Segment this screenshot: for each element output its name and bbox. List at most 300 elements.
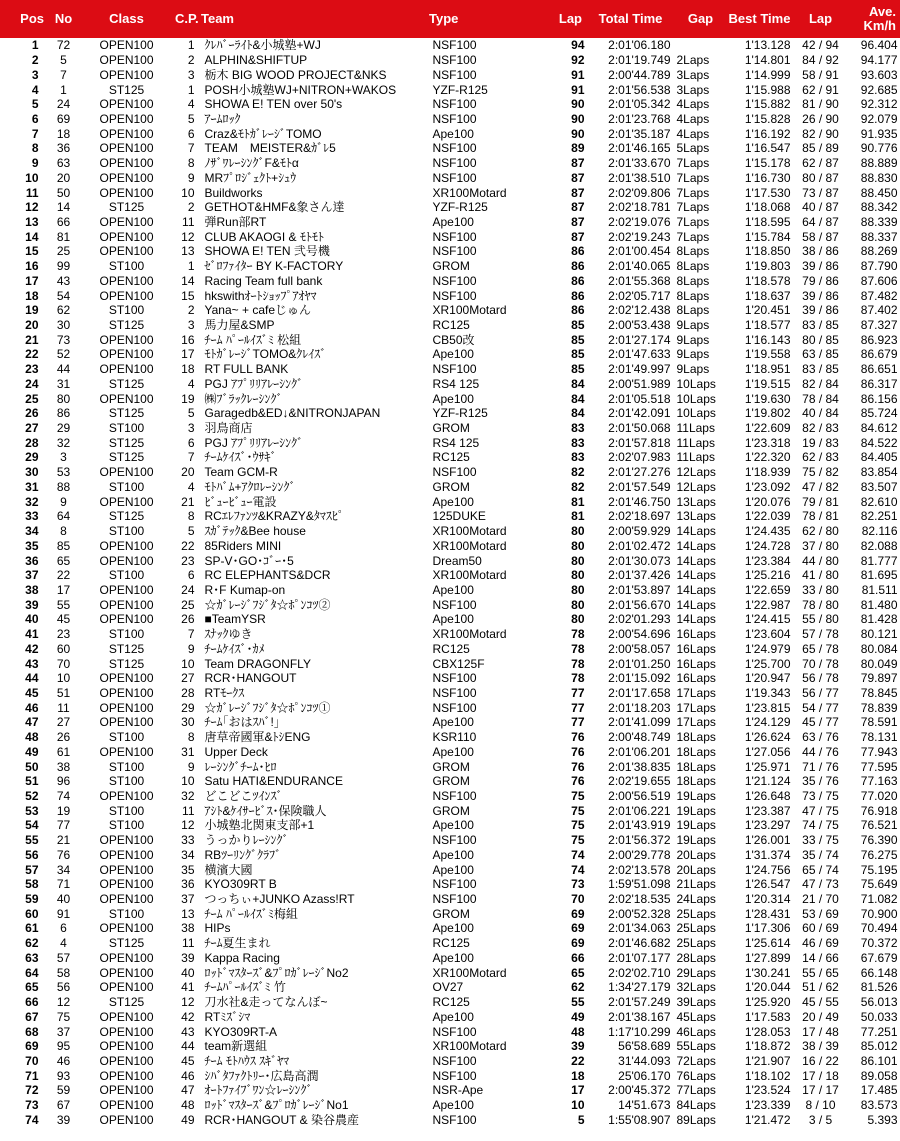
cell-cp: 2 [187, 303, 195, 318]
table-row [1, 965, 900, 980]
cell-pos: 9 [31, 156, 39, 171]
cell-lap: 87 [571, 170, 585, 185]
cell-lap: 92 [571, 53, 585, 68]
cell-gap: 4Laps [676, 97, 710, 112]
cell-best-time: 1'20.451 [744, 303, 791, 318]
cell-ave: 80.049 [860, 656, 898, 671]
cell-type: NSF100 [432, 833, 477, 848]
cell-type: GROM [432, 479, 470, 494]
cell-total-time: 1:34'27.179 [608, 980, 671, 995]
cell-lap: 78 [571, 627, 585, 642]
cell-gap: 25Laps [676, 921, 716, 936]
cell-ave: 76.521 [860, 818, 898, 833]
cell-class: ST125 [108, 641, 145, 656]
cell-gap: 14Laps [676, 582, 716, 597]
cell-best-lap: 42 / 94 [802, 38, 839, 53]
cell-best-lap: 37 / 80 [802, 538, 839, 553]
cell-class: OPEN100 [99, 494, 154, 509]
cell-cp: 7 [187, 627, 195, 642]
cell-lap: 83 [571, 450, 585, 465]
cell-team: 85Riders MINI [204, 538, 282, 553]
cell-gap: 10Laps [676, 391, 716, 406]
cell-pos: 2 [31, 53, 39, 68]
cell-team: RT FULL BANK [204, 362, 289, 377]
cell-best-lap: 65 / 78 [802, 641, 839, 656]
table-row [1, 480, 900, 495]
cell-type: OV27 [432, 980, 464, 995]
table-row [1, 803, 900, 818]
cell-type: XR100Motard [432, 524, 507, 539]
cell-no: 80 [56, 391, 71, 406]
cell-pos: 59 [25, 892, 39, 907]
cell-gap: 3Laps [676, 67, 710, 82]
cell-cp: 27 [181, 671, 195, 686]
cell-type: Ape100 [432, 818, 474, 833]
cell-pos: 31 [25, 479, 39, 494]
cell-lap: 75 [571, 818, 585, 833]
cell-type: KSR110 [432, 730, 477, 745]
cell-class: OPEN100 [99, 273, 154, 288]
cell-best-lap: 73 / 75 [802, 789, 839, 804]
cell-lap: 87 [571, 156, 585, 171]
cell-pos: 37 [25, 568, 39, 583]
table-row [1, 568, 900, 583]
cell-ave: 86.679 [860, 347, 898, 362]
cell-ave: 88.269 [860, 244, 898, 259]
cell-no: 14 [56, 200, 71, 215]
cell-class: OPEN100 [99, 1039, 154, 1054]
cell-no: 18 [56, 126, 71, 141]
cell-type: Ape100 [432, 347, 474, 362]
cell-gap: 14Laps [676, 538, 716, 553]
cell-no: 69 [56, 111, 71, 126]
cell-gap: 7Laps [676, 185, 710, 200]
table-row [1, 906, 900, 921]
cell-ave: 82.116 [861, 524, 898, 539]
cell-best-lap: 35 / 76 [802, 774, 839, 789]
cell-type: NSF100 [432, 156, 477, 171]
cell-lap: 78 [571, 671, 585, 686]
cell-lap: 80 [571, 597, 585, 612]
cell-best-lap: 79 / 81 [802, 494, 839, 509]
cell-team: ｽｶﾞﾃｯｸ&Bee house [204, 524, 306, 539]
table-row [1, 82, 900, 97]
header-ave [849, 1, 900, 38]
cell-no: 21 [56, 833, 71, 848]
cell-best-lap: 39 / 86 [802, 303, 839, 318]
cell-lap: 82 [571, 465, 585, 480]
cell-team: ALPHIN&SHIFTUP [204, 53, 308, 68]
cell-gap: 16Laps [676, 641, 716, 656]
cell-lap: 80 [571, 553, 585, 568]
cell-no: 85 [56, 538, 71, 553]
cell-pos: 47 [25, 715, 39, 730]
cell-pos: 62 [25, 936, 39, 951]
cell-pos: 1 [31, 38, 39, 53]
cell-lap: 83 [571, 421, 585, 436]
header-team: Team [199, 1, 427, 38]
cell-best-time: 1'22.987 [744, 597, 791, 612]
cell-team: ㈱ﾌﾞﾗｯｸﾚｰｼﾝｸﾞ [204, 391, 283, 406]
cell-total-time: 2:02'19.655 [608, 774, 671, 789]
cell-cp: 6 [187, 126, 195, 141]
cell-pos: 16 [25, 259, 39, 274]
cell-lap: 74 [571, 847, 585, 862]
cell-type: NSF100 [432, 700, 477, 715]
cell-lap: 80 [571, 524, 585, 539]
cell-best-lap: 75 / 82 [802, 465, 839, 480]
cell-class: OPEN100 [99, 950, 154, 965]
cell-total-time: 2:01'38.510 [608, 170, 671, 185]
cell-lap: 85 [571, 332, 585, 347]
header-cp: C.P. [175, 1, 199, 38]
cell-pos: 66 [25, 995, 39, 1010]
header-best-lap: Lap [793, 1, 849, 38]
cell-ave: 92.079 [860, 111, 898, 126]
cell-type: NSF100 [432, 170, 477, 185]
cell-lap: 77 [571, 715, 585, 730]
table-row [1, 126, 900, 141]
cell-best-time: 1'14.999 [744, 67, 791, 82]
table-row [1, 656, 900, 671]
cell-team: ｱｼﾄ&ｹｲｻｰﾋﾞｽ･保険職人 [204, 803, 327, 818]
cell-total-time: 2:02'01.293 [608, 612, 671, 627]
cell-best-time: 1'23.339 [744, 1098, 791, 1113]
cell-best-lap: 78 / 81 [802, 509, 839, 524]
cell-ave: 78.591 [860, 715, 898, 730]
cell-ave: 86.156 [860, 391, 898, 406]
cell-no: 70 [56, 656, 71, 671]
table-row [1, 730, 900, 745]
cell-class: ST100 [108, 759, 145, 774]
cell-gap: 11Laps [676, 421, 715, 436]
cell-lap: 81 [571, 494, 585, 509]
cell-best-time: 1'18.939 [744, 465, 791, 480]
cell-class: ST100 [108, 259, 145, 274]
cell-best-time: 1'19.802 [744, 406, 791, 421]
cell-pos: 13 [25, 214, 39, 229]
cell-team: R･F Kumap-on [204, 582, 286, 597]
cell-best-time: 1'22.039 [744, 509, 791, 524]
cell-lap: 69 [571, 921, 585, 936]
cell-cp: 2 [187, 200, 195, 215]
cell-gap: 10Laps [676, 406, 716, 421]
table-row [1, 671, 900, 686]
cell-no: 36 [56, 141, 71, 156]
cell-pos: 40 [25, 612, 39, 627]
cell-lap: 86 [571, 288, 585, 303]
cell-best-lap: 17 / 17 [802, 1083, 839, 1098]
cell-no: 54 [56, 288, 71, 303]
cell-best-lap: 62 / 80 [802, 524, 839, 539]
cell-ave: 80.084 [860, 641, 898, 656]
cell-best-lap: 65 / 74 [802, 862, 839, 877]
table-row [1, 494, 900, 509]
cell-team: Craz&ﾓﾄｶﾞﾚｰｼﾞTOMO [204, 126, 322, 141]
cell-ave: 88.830 [860, 170, 898, 185]
cell-team: SP-V･GO･ｺﾞｰ･5 [204, 553, 294, 568]
table-row [1, 259, 900, 274]
cell-type: Ape100 [432, 715, 474, 730]
cell-best-lap: 39 / 86 [802, 288, 839, 303]
cell-lap: 84 [571, 406, 585, 421]
cell-best-lap: 47 / 82 [802, 479, 839, 494]
cell-gap: 19Laps [676, 833, 716, 848]
cell-best-lap: 33 / 75 [802, 833, 839, 848]
cell-cp: 17 [181, 347, 195, 362]
cell-best-time: 1'15.828 [744, 111, 791, 126]
cell-best-lap: 53 / 69 [802, 906, 839, 921]
table-row [1, 53, 900, 68]
cell-cp: 15 [181, 288, 195, 303]
table-row [1, 303, 900, 318]
cell-total-time: 2:02'18.697 [608, 509, 671, 524]
cell-ave: 71.082 [860, 892, 898, 907]
cell-best-time: 1'18.850 [744, 244, 791, 259]
cell-best-lap: 73 / 87 [802, 185, 839, 200]
cell-cp: 33 [181, 833, 195, 848]
cell-lap: 85 [571, 347, 585, 362]
cell-ave: 70.900 [860, 906, 898, 921]
cell-ave: 83.507 [860, 479, 898, 494]
cell-gap: 17Laps [676, 715, 716, 730]
cell-total-time: 2:00'56.519 [608, 789, 671, 804]
cell-best-lap: 80 / 85 [802, 332, 839, 347]
cell-cp: 3 [187, 67, 195, 82]
header-class: Class [79, 1, 175, 38]
cell-pos: 44 [25, 671, 39, 686]
cell-total-time: 2:00'51.989 [608, 376, 671, 391]
cell-class: OPEN100 [99, 126, 154, 141]
cell-team: ﾛｯﾄﾞﾏｽﾀｰｽﾞ&ﾌﾟﾛｶﾞﾚｰｼﾞNo1 [204, 1098, 349, 1113]
cell-best-time: 1'27.899 [744, 950, 791, 965]
cell-pos: 42 [25, 641, 39, 656]
cell-class: OPEN100 [99, 715, 154, 730]
cell-lap: 90 [571, 97, 585, 112]
cell-best-time: 1'31.374 [744, 847, 791, 862]
cell-cp: 9 [187, 759, 195, 774]
cell-class: ST125 [108, 936, 145, 951]
cell-lap: 65 [571, 965, 585, 980]
cell-total-time: 2:00'53.438 [608, 318, 671, 333]
table-row [1, 1054, 900, 1069]
cell-gap: 9Laps [676, 362, 710, 377]
cell-no: 24 [56, 97, 71, 112]
cell-type: NSF100 [432, 465, 477, 480]
cell-best-lap: 40 / 84 [802, 406, 839, 421]
cell-class: OPEN100 [99, 465, 154, 480]
cell-gap: 8Laps [676, 273, 710, 288]
cell-cp: 1 [187, 259, 195, 274]
cell-best-lap: 38 / 39 [802, 1039, 839, 1054]
cell-type: NSF100 [432, 877, 477, 892]
cell-lap: 76 [571, 774, 585, 789]
cell-team: 横濱大國 [204, 862, 253, 877]
cell-ave: 88.337 [860, 229, 898, 244]
cell-no: 74 [56, 789, 71, 804]
cell-cp: 8 [187, 509, 195, 524]
cell-cp: 19 [181, 391, 195, 406]
cell-best-time: 1'20.044 [744, 980, 791, 995]
cell-pos: 50 [25, 759, 39, 774]
cell-total-time: 2:01'06.201 [608, 744, 671, 759]
cell-no: 29 [56, 421, 71, 436]
cell-best-lap: 79 / 86 [802, 273, 839, 288]
cell-no: 25 [56, 244, 71, 259]
cell-cp: 13 [181, 906, 195, 921]
cell-best-time: 1'26.547 [744, 877, 791, 892]
cell-best-time: 1'20.314 [744, 892, 791, 907]
cell-best-lap: 40 / 87 [802, 200, 839, 215]
cell-ave: 81.695 [860, 568, 898, 583]
cell-total-time: 2:01'47.633 [608, 347, 671, 362]
cell-team: 刀水社&走ってなんぼ~ [204, 995, 328, 1010]
cell-best-time: 1'21.124 [744, 774, 791, 789]
cell-ave: 81.480 [860, 597, 898, 612]
cell-type: RC125 [432, 450, 470, 465]
cell-gap: 84Laps [676, 1098, 716, 1113]
cell-type: GROM [432, 774, 470, 789]
cell-team: KYO309RT-A [204, 1024, 277, 1039]
cell-cp: 4 [187, 479, 195, 494]
cell-team: ﾁｰﾑﾊﾟｰﾙｲｽﾞﾐ 竹 [204, 980, 286, 995]
cell-gap: 7Laps [676, 229, 710, 244]
cell-class: OPEN100 [99, 1083, 154, 1098]
cell-team: Team DRAGONFLY [204, 656, 311, 671]
cell-best-lap: 82 / 84 [802, 376, 839, 391]
cell-type: Ape100 [432, 847, 474, 862]
cell-lap: 49 [571, 1009, 585, 1024]
cell-type: NSF100 [432, 685, 477, 700]
table-row [1, 288, 900, 303]
cell-best-lap: 45 / 77 [802, 715, 839, 730]
cell-lap: 90 [571, 126, 585, 141]
cell-ave: 90.776 [860, 141, 898, 156]
cell-class: OPEN100 [99, 877, 154, 892]
cell-best-lap: 74 / 75 [802, 818, 839, 833]
cell-cp: 10 [181, 774, 195, 789]
cell-type: RC125 [432, 995, 470, 1010]
cell-ave: 82.610 [860, 494, 898, 509]
cell-best-time: 1'17.530 [744, 185, 791, 200]
cell-ave: 81.428 [860, 612, 898, 627]
cell-pos: 36 [25, 553, 39, 568]
cell-type: Ape100 [432, 214, 474, 229]
cell-pos: 49 [25, 744, 39, 759]
cell-class: OPEN100 [99, 141, 154, 156]
cell-ave: 81.777 [860, 553, 898, 568]
cell-type: Dream50 [432, 553, 482, 568]
cell-cp: 22 [181, 538, 195, 553]
cell-class: OPEN100 [99, 1068, 154, 1083]
cell-cp: 1 [187, 82, 195, 97]
cell-no: 22 [56, 568, 71, 583]
cell-best-time: 1'24.435 [744, 524, 791, 539]
cell-lap: 80 [571, 582, 585, 597]
cell-class: OPEN100 [99, 833, 154, 848]
cell-ave: 83.573 [860, 1098, 898, 1113]
cell-gap [675, 38, 727, 53]
cell-type: XR100Motard [432, 568, 507, 583]
cell-class: OPEN100 [99, 538, 154, 553]
cell-no: 44 [56, 362, 71, 377]
cell-pos: 17 [25, 273, 39, 288]
cell-class: OPEN100 [99, 1098, 154, 1113]
cell-ave: 76.918 [860, 803, 898, 818]
cell-ave: 17.485 [860, 1083, 898, 1098]
cell-team: MRﾌﾟﾛｼﾞｪｸﾄ+ｼｭｳ [204, 170, 297, 185]
cell-team: RTﾐｽﾞｼﾏ [204, 1009, 251, 1024]
cell-pos: 7 [31, 126, 39, 141]
cell-best-lap: 85 / 89 [802, 141, 839, 156]
cell-pos: 28 [25, 435, 39, 450]
cell-class: ST100 [108, 818, 145, 833]
cell-class: OPEN100 [99, 347, 154, 362]
cell-best-time: 1'18.578 [744, 273, 791, 288]
cell-no: 17 [56, 582, 71, 597]
cell-team: SHOWA E! TEN over 50's [204, 97, 343, 112]
cell-pos: 61 [25, 921, 39, 936]
cell-best-lap: 21 / 70 [802, 892, 839, 907]
cell-type: CBX125F [432, 656, 485, 671]
cell-best-time: 1'18.102 [744, 1068, 791, 1083]
cell-class: ST100 [108, 421, 145, 436]
cell-total-time: 2:01'49.997 [608, 362, 671, 377]
cell-total-time: 2:01'50.068 [608, 421, 671, 436]
table-row [1, 848, 900, 863]
cell-type: NSF100 [432, 597, 477, 612]
cell-type: RS4 125 [432, 376, 480, 391]
table-row [1, 995, 900, 1010]
cell-cp: 9 [187, 170, 195, 185]
cell-no: 71 [56, 877, 71, 892]
cell-total-time: 2:01'35.187 [608, 126, 671, 141]
cell-gap: 20Laps [676, 862, 716, 877]
table-row [1, 1112, 900, 1127]
cell-no: 38 [56, 759, 71, 774]
cell-cp: 40 [181, 965, 195, 980]
cell-type: NSF100 [432, 244, 477, 259]
cell-ave: 76.275 [860, 847, 898, 862]
cell-team: Kappa Racing [204, 950, 280, 965]
cell-total-time: 2:02'05.717 [608, 288, 671, 303]
cell-ave: 82.251 [860, 509, 898, 524]
cell-no: 34 [56, 862, 71, 877]
cell-cp: 32 [181, 789, 195, 804]
cell-gap: 21Laps [676, 877, 716, 892]
cell-type: YZF-R125 [432, 200, 488, 215]
cell-no: 93 [56, 1068, 71, 1083]
cell-lap: 48 [571, 1024, 585, 1039]
cell-cp: 37 [181, 892, 195, 907]
cell-gap: 8Laps [676, 303, 710, 318]
cell-team: うっかりﾚｰｼﾝｸﾞ [204, 833, 289, 848]
cell-gap: 18Laps [676, 730, 716, 745]
cell-pos: 29 [25, 450, 39, 465]
cell-gap: 12Laps [676, 465, 716, 480]
cell-cp: 6 [187, 568, 195, 583]
cell-team: ﾁｰﾑ｢おはｽﾊﾞ!｣ [204, 715, 280, 730]
cell-gap: 16Laps [676, 671, 716, 686]
cell-cp: 3 [187, 318, 195, 333]
cell-gap: 28Laps [676, 950, 716, 965]
cell-best-time: 1'15.784 [744, 229, 791, 244]
cell-type: NSF100 [432, 53, 477, 68]
table-row [1, 362, 900, 377]
cell-pos: 74 [25, 1112, 39, 1127]
header-ave-bottom: Km/h [863, 18, 896, 33]
cell-lap: 84 [571, 391, 585, 406]
